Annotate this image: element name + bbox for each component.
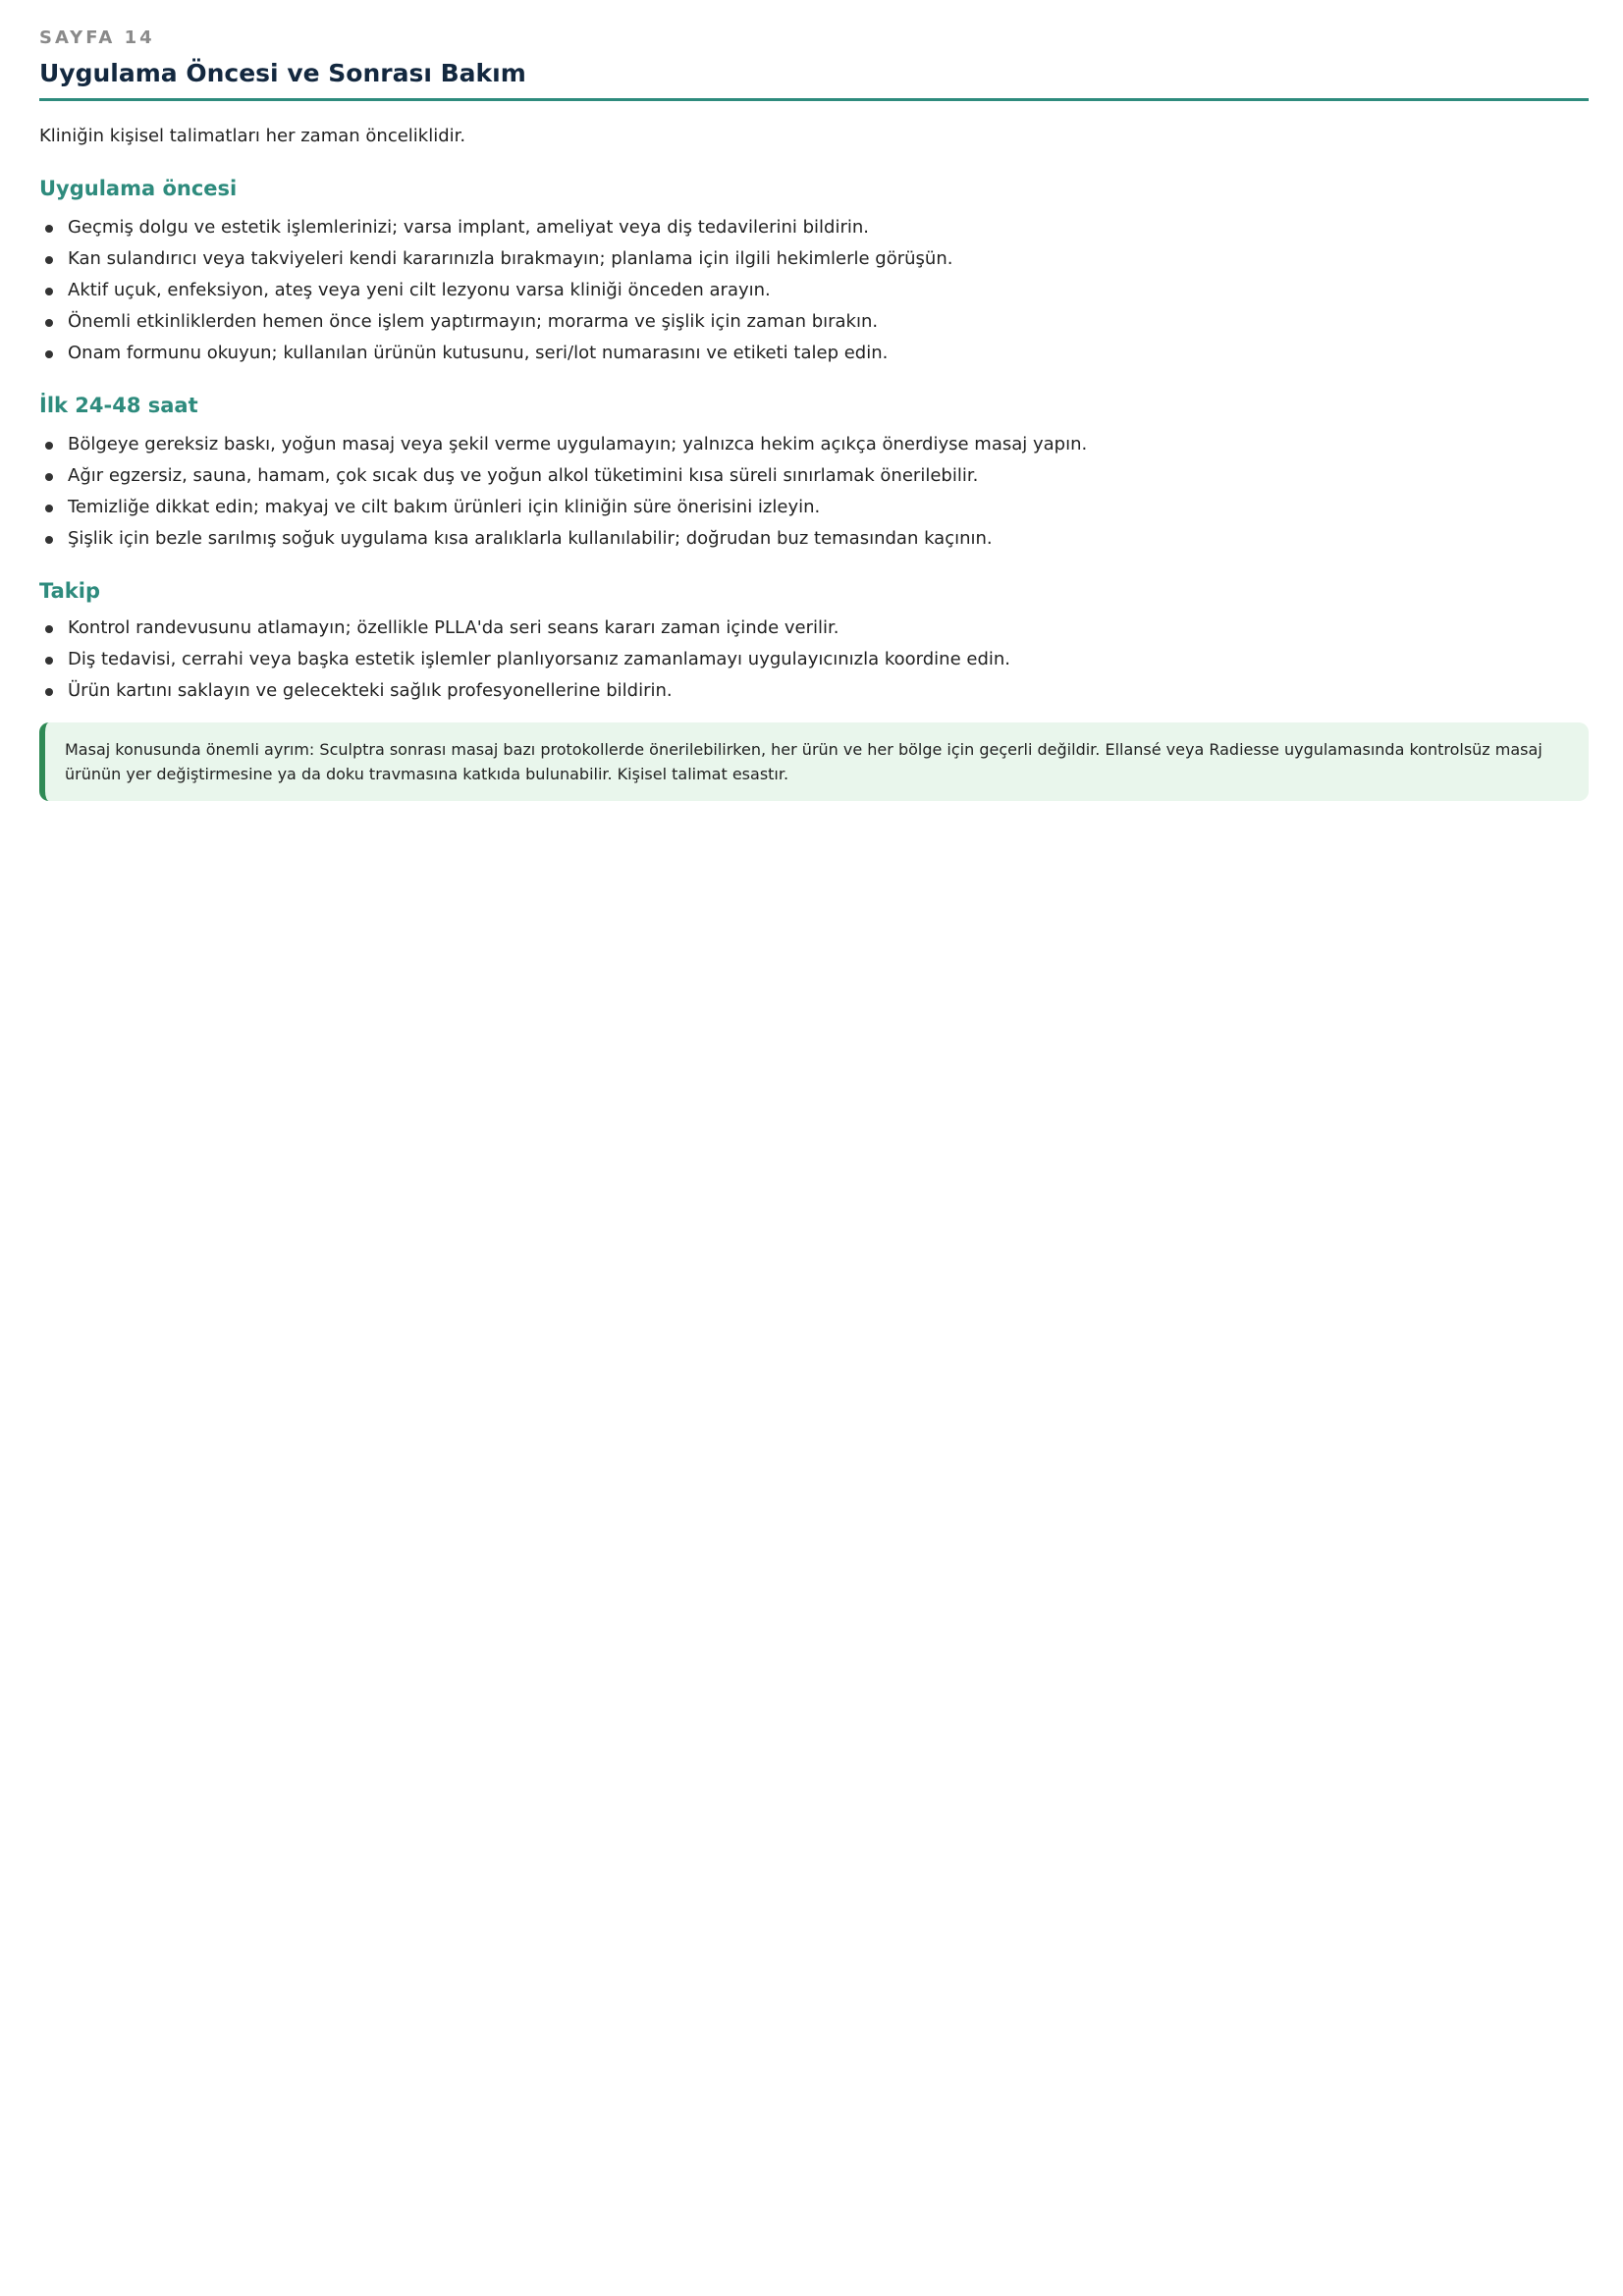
title-divider [39, 98, 1589, 101]
bullet-dot-icon [45, 256, 53, 264]
note-line: ürünün yer değiştirmesine ya da doku travmasına katkıda bulunabilir. Kişisel talimat esastır. [65, 765, 789, 783]
bullet-list-before [39, 212, 952, 369]
bullet-dot-icon [45, 625, 53, 633]
note-line: Masaj konusunda önemli ayrım: Sculptra sonrası masaj bazı protokollerde önerilebilirken, her ürün ve her bölge için geçerli değildir. Ellansé veya Radiesse uygulamasında kontrolsüz masaj [65, 740, 1542, 759]
bullet-list-first-48h [39, 429, 1087, 555]
list-item [39, 492, 1087, 523]
section-heading-before: Uygulama öncesi [39, 177, 238, 200]
list-item [39, 243, 952, 275]
list-item-text: Bölgeye gereksiz baskı, yoğun masaj veya şekil verme uygulamayın; yalnızca hekim açıkça önerdiyse masaj yapın. [68, 434, 1088, 454]
list-item-text: Aktif uçuk, enfeksiyon, ateş veya yeni cilt lezyonu varsa kliniği önceden arayın. [68, 280, 771, 300]
bullet-dot-icon [45, 505, 53, 512]
list-item [39, 212, 952, 243]
list-item-text: Geçmiş dolgu ve estetik işlemlerinizi; varsa implant, ameliyat veya diş tedavilerini bildirin. [68, 217, 870, 238]
page-number: SAYFA 14 [39, 27, 155, 48]
list-item-text: Önemli etkinliklerden hemen önce işlem yaptırmayın; morarma ve şişlik için zaman bırakın. [68, 311, 879, 332]
list-item-text: Onam formunu okuyun; kullanılan ürünün kutusunu, seri/lot numarasını ve etiketi talep edin. [68, 343, 889, 363]
list-item [39, 275, 952, 306]
intro-text: Kliniğin kişisel talimatları her zaman önceliklidir. [39, 126, 466, 146]
list-item [39, 523, 1087, 555]
list-item-text: Kontrol randevusunu atlamayın; özellikle PLLA'da seri seans kararı zaman içinde verilir. [68, 617, 839, 638]
section-heading-follow-up: Takip [39, 579, 100, 603]
massage-note-callout [39, 722, 1589, 801]
bullet-dot-icon [45, 350, 53, 358]
bullet-dot-icon [45, 288, 53, 295]
section-heading-first-48h: İlk 24-48 saat [39, 394, 198, 417]
list-item-text: Ürün kartını saklayın ve gelecekteki sağlık profesyonellerine bildirin. [68, 680, 673, 701]
bullet-dot-icon [45, 657, 53, 665]
list-item [39, 460, 1087, 492]
list-item [39, 429, 1087, 460]
list-item [39, 613, 1010, 644]
list-item-text: Temizliğe dikkat edin; makyaj ve cilt bakım ürünleri için kliniğin süre önerisini izleyin. [68, 497, 821, 517]
list-item [39, 338, 952, 369]
list-item-text: Ağır egzersiz, sauna, hamam, çok sıcak duş ve yoğun alkol tüketimini kısa süreli sınırlamak önerilebilir. [68, 465, 979, 486]
bullet-dot-icon [45, 473, 53, 481]
bullet-dot-icon [45, 225, 53, 233]
page-title: Uygulama Öncesi ve Sonrası Bakım [39, 59, 526, 87]
bullet-list-follow-up [39, 613, 1010, 707]
bullet-dot-icon [45, 442, 53, 450]
list-item-text: Şişlik için bezle sarılmış soğuk uygulama kısa aralıklarla kullanılabilir; doğrudan buz temasından kaçının. [68, 528, 993, 549]
bullet-dot-icon [45, 319, 53, 327]
list-item-text: Kan sulandırıcı veya takviyeleri kendi kararınızla bırakmayın; planlama için ilgili hekimlerle görüşün. [68, 248, 953, 269]
bullet-dot-icon [45, 536, 53, 544]
bullet-dot-icon [45, 688, 53, 696]
list-item [39, 675, 1010, 707]
list-item-text: Diş tedavisi, cerrahi veya başka estetik işlemler planlıyorsanız zamanlamayı uygulayıcınızla koordine edin. [68, 649, 1011, 669]
list-item [39, 306, 952, 338]
list-item [39, 644, 1010, 675]
